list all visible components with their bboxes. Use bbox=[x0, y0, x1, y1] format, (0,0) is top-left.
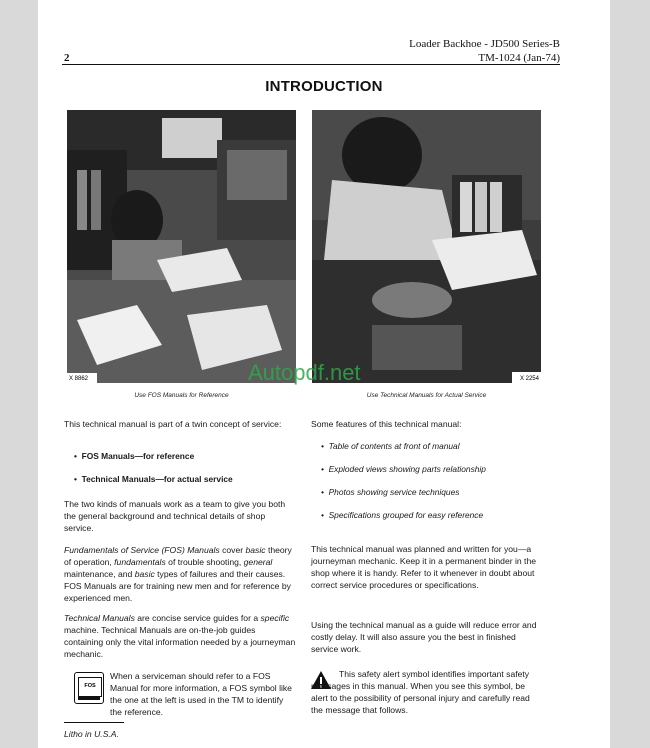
text-emphasis: fundamentals bbox=[114, 557, 166, 567]
fos-symbol-icon bbox=[74, 672, 104, 704]
bullet-text: Technical Manuals—for actual service bbox=[81, 474, 233, 484]
bullet-dot: • bbox=[321, 510, 324, 520]
intro-text: This technical manual is part of a twin concept of service: bbox=[64, 419, 282, 429]
fos-symbol-text: When a serviceman should refer to a FOS Manual for more information, a FOS symbol like the one at the left is used in the TM to identify the reference. bbox=[110, 671, 292, 717]
para-planned: This technical manual was planned and written for you—a journeyman mechanic. Keep it in a permanent binder in the shop where it is handy. Refer to it whenever in doubt about correct service procedures or specifications. bbox=[311, 544, 537, 590]
photo-tag-right: X 2254 bbox=[519, 376, 539, 382]
fos-symbol-label: FOS bbox=[78, 677, 102, 697]
bullet-text: FOS Manuals—for reference bbox=[81, 451, 195, 461]
header-tm-number: TM-1024 (Jan-74) bbox=[478, 52, 560, 64]
text-run: types of failures and their causes. FOS Manuals are for training new men and for reference by experienced men. bbox=[64, 569, 291, 603]
caption-right: Use Technical Manuals for Actual Service bbox=[366, 392, 487, 399]
footer-rule bbox=[64, 722, 124, 723]
header-rule bbox=[62, 64, 560, 65]
fos-symbol-base bbox=[78, 697, 100, 700]
bullet-dot: • bbox=[74, 451, 77, 461]
text-emphasis: general bbox=[243, 557, 273, 567]
para-team: The two kinds of manuals work as a team to give you both the general background and technical details of shop service. bbox=[64, 499, 286, 533]
text-run: theory of operation, bbox=[64, 545, 292, 567]
footer-litho: Litho in U.S.A. bbox=[64, 729, 119, 739]
page-title: INTRODUCTION bbox=[265, 78, 383, 95]
feature-text: Exploded views showing parts relationship bbox=[328, 464, 486, 474]
manual-page bbox=[38, 0, 610, 748]
bullet-dot: • bbox=[74, 474, 77, 484]
photo-technical-service bbox=[312, 110, 541, 383]
caption-left: Use FOS Manuals for Reference bbox=[134, 392, 229, 399]
bullet-dot: • bbox=[321, 487, 324, 497]
bullet-dot: • bbox=[321, 464, 324, 474]
text-run: machine. Technical Manuals are on-the-job guides containing only the vital information needed by a journeyman mechanic. bbox=[64, 625, 296, 659]
feature-text: Table of contents at front of manual bbox=[328, 441, 460, 451]
text-emphasis: specific bbox=[260, 613, 290, 623]
fos-term: Fundamentals of Service (FOS) Manuals bbox=[64, 545, 220, 555]
features-intro: Some features of this technical manual: bbox=[311, 419, 462, 429]
tm-term: Technical Manuals bbox=[64, 613, 135, 623]
feature-item bbox=[321, 487, 459, 497]
para-fos bbox=[64, 544, 296, 604]
bullet-dot: • bbox=[321, 441, 324, 451]
bullet-fos-manuals bbox=[74, 451, 194, 461]
page-number: 2 bbox=[64, 52, 70, 64]
text-run: maintenance, and bbox=[64, 569, 135, 579]
header-model: Loader Backhoe - JD500 Series-B bbox=[409, 38, 560, 50]
photo-fos-reference bbox=[67, 110, 296, 383]
text-run: cover bbox=[219, 545, 246, 555]
photo-tag-left: X 8862 bbox=[69, 376, 89, 382]
safety-alert-text: This safety alert symbol identifies important safety messages in this manual. When you see this symbol, be alert to the possibility of personal injury and carefully read the message that follows. bbox=[311, 669, 530, 715]
para-technical-manuals bbox=[64, 612, 296, 660]
text-emphasis: basic bbox=[134, 569, 155, 579]
feature-text: Photos showing service techniques bbox=[328, 487, 460, 497]
text-emphasis: basic bbox=[245, 545, 266, 555]
text-run: of trouble shooting, bbox=[165, 557, 244, 567]
feature-item bbox=[321, 464, 486, 474]
feature-item bbox=[321, 510, 483, 520]
para-using: Using the technical manual as a guide will reduce error and costly delay. It will also assure you the best in finished service work. bbox=[311, 620, 537, 654]
feature-item bbox=[321, 441, 460, 451]
watermark: Autopdf.net bbox=[248, 360, 361, 385]
bullet-technical-manuals bbox=[74, 474, 233, 484]
text-run: are concise service guides for a bbox=[134, 613, 261, 623]
feature-text: Specifications grouped for easy reference bbox=[328, 510, 484, 520]
